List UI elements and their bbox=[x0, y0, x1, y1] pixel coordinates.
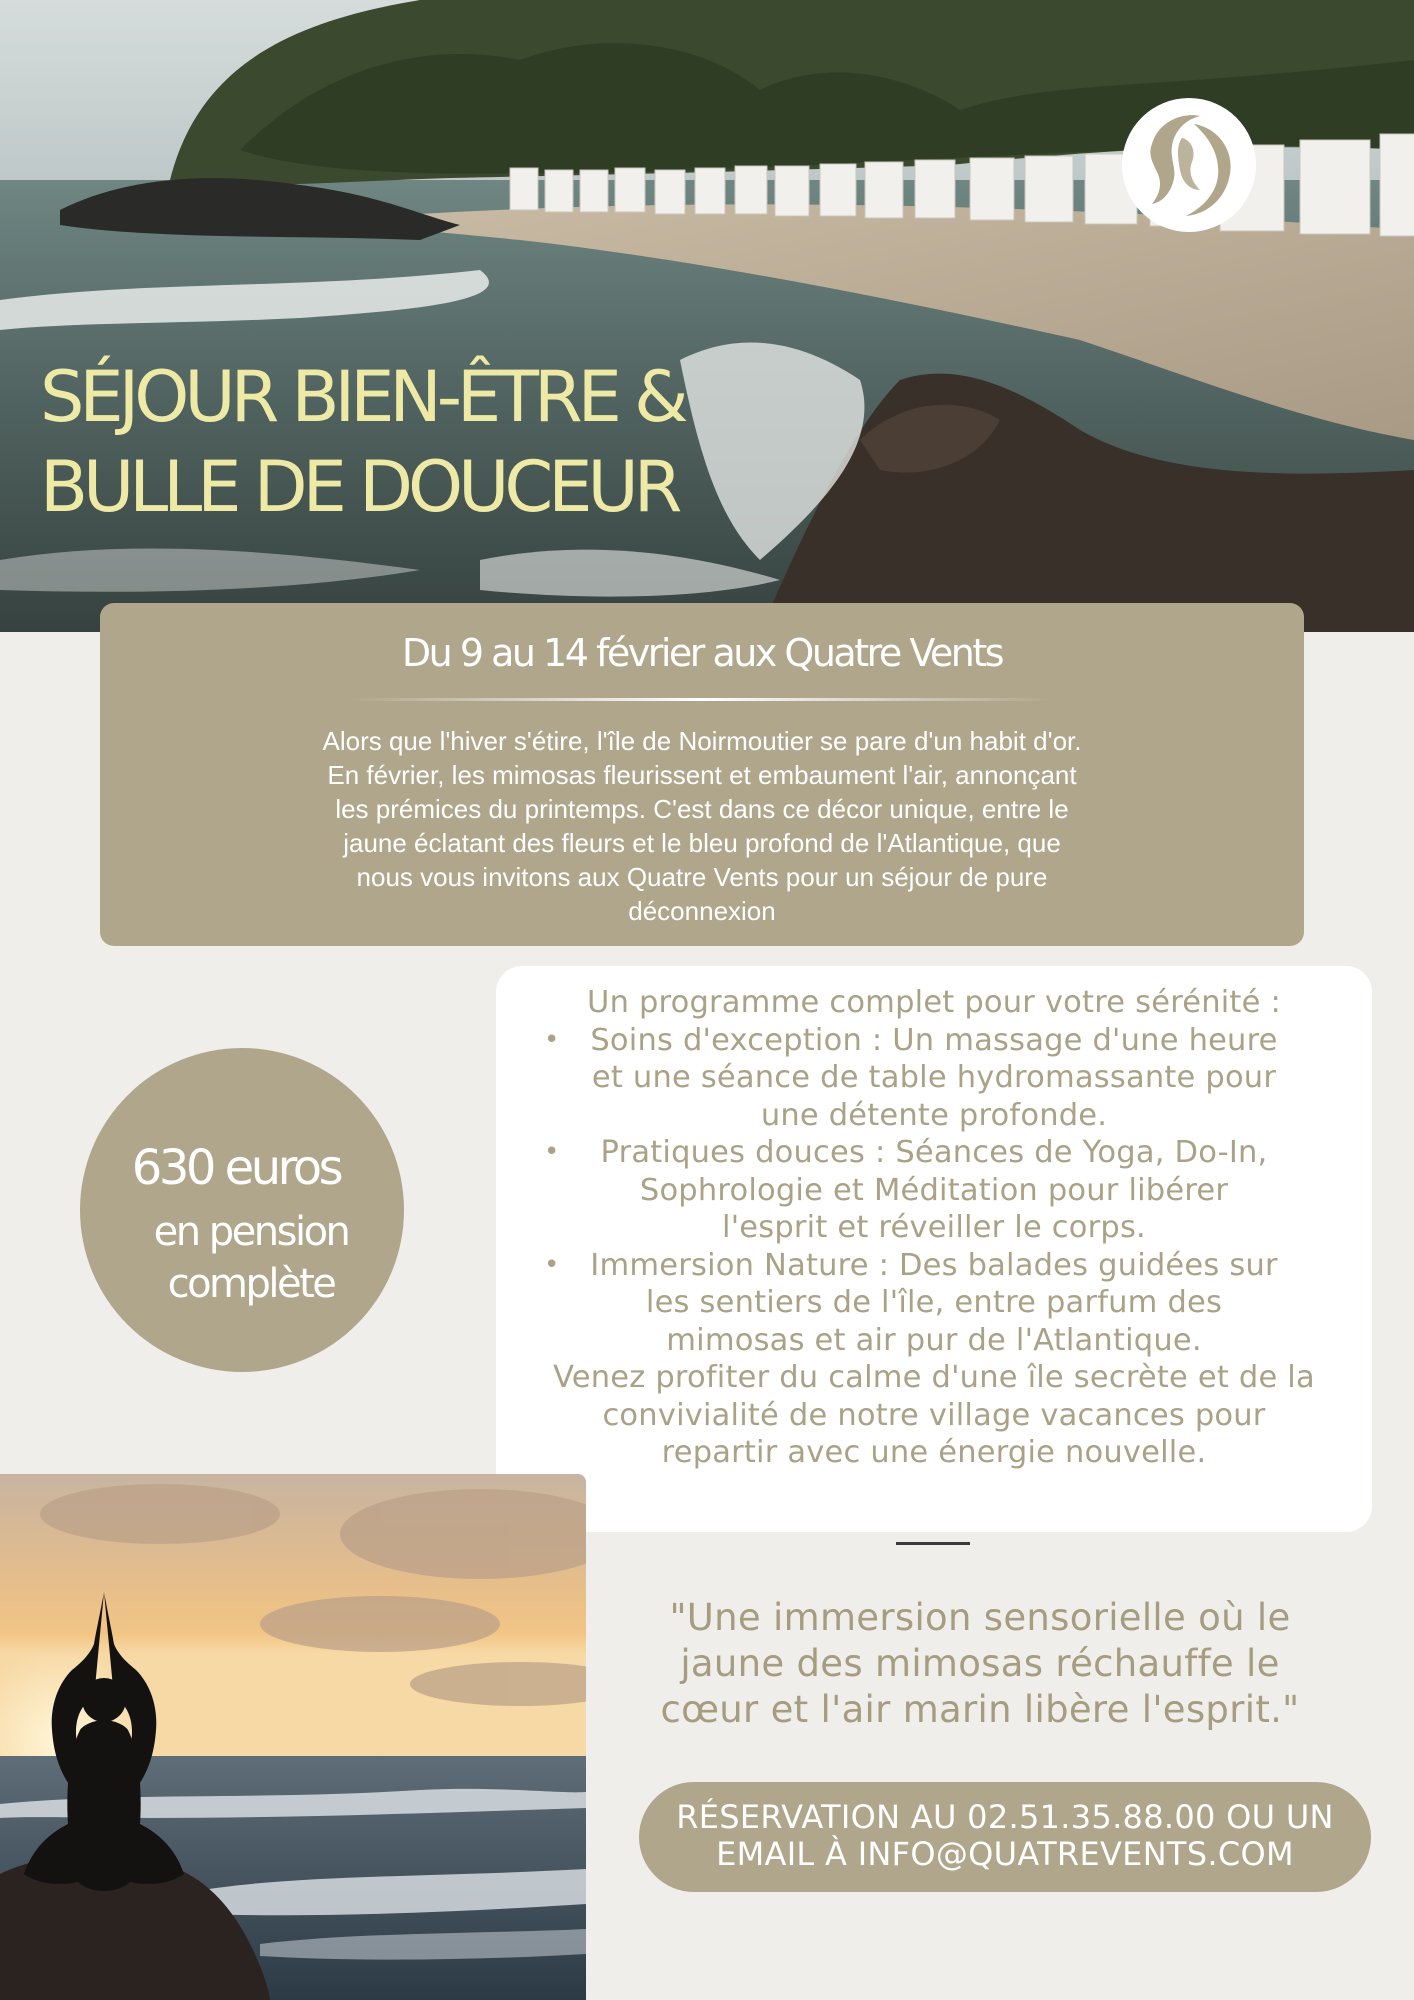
program-item-line: les sentiers de l'île, entre parfum des bbox=[645, 1285, 1223, 1320]
bullet-icon: • bbox=[544, 1024, 560, 1055]
quote-line: cœur et l'air marin libère l'esprit." bbox=[660, 1688, 1300, 1731]
hero-title-line-2: BULLE DE DOUCEUR bbox=[40, 446, 678, 528]
program-closing-line: convivialité de notre village vacances pour bbox=[602, 1397, 1266, 1433]
program-item-line: Pratiques douces : Séances de Yoga, Do-In, bbox=[600, 1135, 1268, 1170]
price-detail-line-1: en pension bbox=[153, 1209, 349, 1255]
intro-line: les prémices du printemps. C'est dans ce décor unique, entre le bbox=[335, 794, 1069, 824]
face-profile-logo-icon bbox=[1122, 98, 1256, 232]
intro-divider bbox=[350, 698, 1054, 701]
bullet-icon: • bbox=[544, 1137, 560, 1167]
quote-line: "Une immersion sensorielle où le bbox=[669, 1596, 1291, 1639]
program-heading: Un programme complet pour votre sérénité : bbox=[587, 985, 1281, 1020]
testimonial-quote bbox=[600, 1595, 1360, 1733]
price-amount: 630 euros bbox=[131, 1140, 341, 1196]
hero-title-line-1: SÉJOUR BIEN-ÊTRE & bbox=[40, 356, 684, 438]
price-detail bbox=[98, 1206, 404, 1310]
intro-line: jaune éclatant des fleurs et le bleu profond de l'Atlantique, que bbox=[343, 828, 1061, 858]
beach-scene-illustration bbox=[0, 0, 1414, 632]
intro-line: En février, les mimosas fleurissent et embaument l'air, annonçant bbox=[327, 760, 1077, 790]
program-item-line: l'esprit et réveiller le corps. bbox=[722, 1210, 1146, 1245]
yoga-sunset-photo bbox=[0, 1474, 586, 2000]
program-item-line: Soins d'exception : Un massage d'une heure bbox=[590, 1022, 1278, 1058]
program-item-line: mimosas et air pur de l'Atlantique. bbox=[666, 1322, 1202, 1358]
hero-title bbox=[40, 352, 684, 532]
hero-photo bbox=[0, 0, 1414, 632]
intro-panel bbox=[100, 603, 1304, 946]
intro-line: déconnexion bbox=[628, 896, 776, 926]
program-card bbox=[496, 966, 1372, 1532]
program-item-soins bbox=[496, 1022, 1372, 1135]
program-item-line: une détente profonde. bbox=[760, 1097, 1108, 1133]
price-detail-line-2: complète bbox=[167, 1261, 335, 1307]
intro-line: nous vous invitons aux Quatre Vents pour un séjour de pure bbox=[356, 862, 1048, 892]
yoga-sunset-illustration bbox=[0, 1474, 586, 2000]
program-item-line: Immersion Nature : Des balades guidées sur bbox=[590, 1247, 1278, 1283]
program-item-pratiques bbox=[496, 1134, 1372, 1247]
reservation-button[interactable] bbox=[639, 1782, 1371, 1892]
intro-line: Alors que l'hiver s'étire, l'île de Noirmoutier se pare d'un habit d'or. bbox=[322, 726, 1082, 756]
intro-text bbox=[220, 724, 1184, 928]
program-item-line: et une séance de table hydromassante pour bbox=[591, 1060, 1277, 1095]
bullet-icon: • bbox=[544, 1249, 560, 1280]
section-divider bbox=[896, 1542, 970, 1545]
quote-line: jaune des mimosas réchauffe le bbox=[680, 1642, 1280, 1685]
price-badge bbox=[80, 1048, 404, 1372]
program-item-immersion bbox=[496, 1247, 1372, 1360]
reservation-line-phone: RÉSERVATION AU 02.51.35.88.00 OU UN bbox=[676, 1798, 1334, 1836]
program-item-line: Sophrologie et Méditation pour libérer bbox=[639, 1172, 1229, 1208]
program-closing-line: Venez profiter du calme d'une île secrète et de la bbox=[553, 1360, 1315, 1395]
program-closing-line: repartir avec une énergie nouvelle. bbox=[661, 1435, 1207, 1470]
intro-title: Du 9 au 14 février aux Quatre Vents bbox=[401, 631, 1003, 675]
reservation-line-email: EMAIL À INFO@QUATREVENTS.COM bbox=[716, 1835, 1294, 1873]
program-list bbox=[496, 1022, 1372, 1360]
